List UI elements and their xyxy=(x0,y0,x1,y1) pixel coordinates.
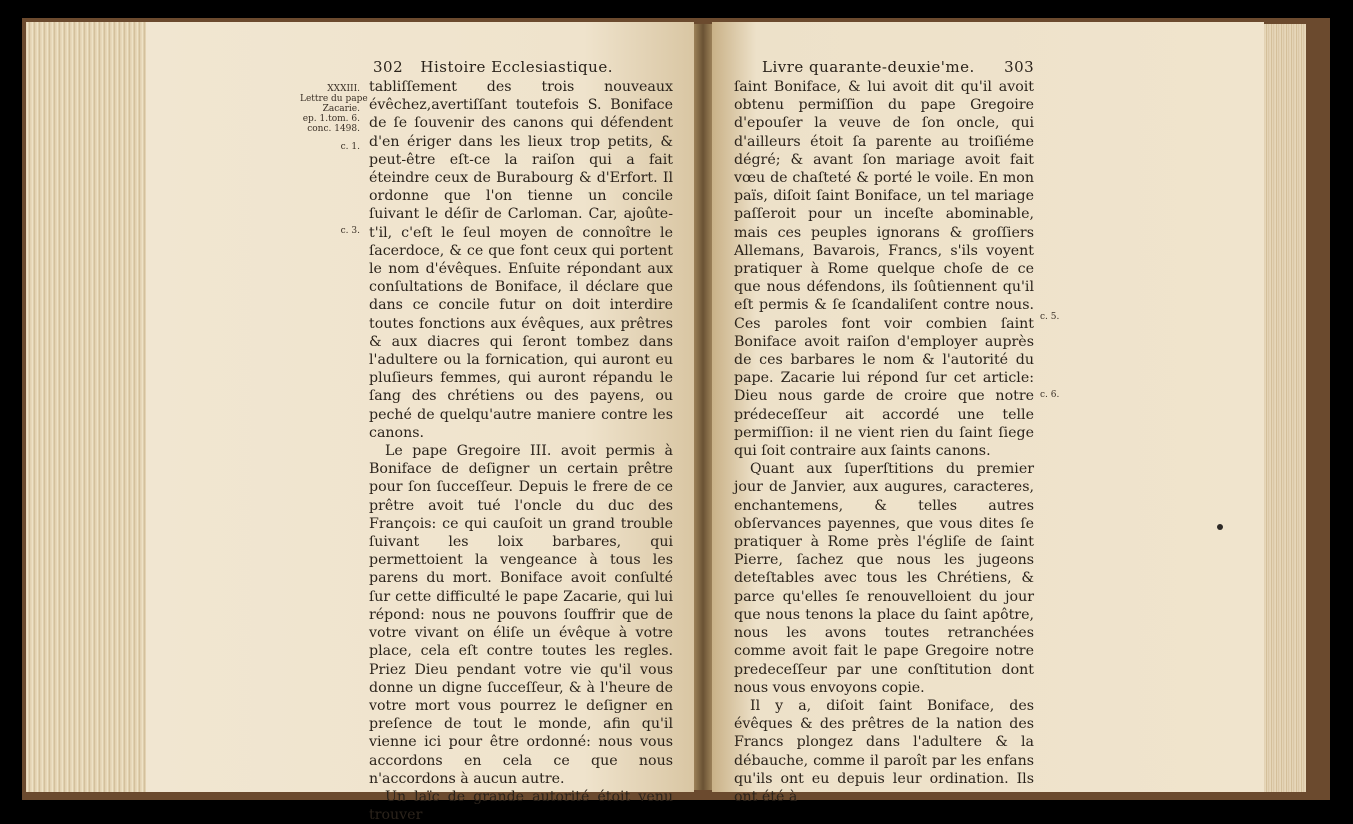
right-margin-note-1: c. 5. xyxy=(1040,312,1060,322)
right-running-title: Livre quarante-deuxie'me. xyxy=(762,58,975,76)
left-paragraph-2: Le pape Gregoire III. avoit permis à Boniface de deſigner un certain prêtre pour ſon ſucceſſeur. Depuis le frere de ce prêtre avoit tué l'oncle du duc des François: ce qui cauſoit un grand trouble ſuivant les loix barbares, qui permettoient la vengeance à tous les parens du mort. Boniface avoit conſulté ſur cette difficulté le pape Zacarie, qui lui répond: nous ne pouvons ſouffrir que de votre vivant on éliſe un évêque à votre place, cela eſt contre toutes les regles. Priez Dieu pendant votre vie qu'il vous donne un digne ſucceſſeur, & à l'heure de votre mort vous pourrez le deſigner en preſence de tout le monde, afin qu'il vienne ici pour être ordonné: nous vous accordons en cela ce que nous n'accordons à aucun autre. xyxy=(369,443,673,787)
margin-note-section: XXXIII. xyxy=(327,84,360,94)
right-page-header xyxy=(762,58,1034,76)
left-page-number: 302 xyxy=(373,58,404,76)
left-margin-note-3: c. 3. xyxy=(340,226,360,236)
left-margin-note-1 xyxy=(300,84,368,134)
left-page-edges xyxy=(26,22,148,792)
left-page-body xyxy=(369,78,673,824)
left-margin-note-2: c. 1. xyxy=(340,142,360,152)
margin-note-conc: conc. 1498. xyxy=(307,124,360,134)
margin-note-ref: ep. 1.tom. 6. xyxy=(302,114,360,124)
margin-note-title: Lettre du pape xyxy=(300,94,368,104)
margin-note-name: Zacarie. xyxy=(322,104,360,114)
ink-spot xyxy=(1217,524,1223,530)
right-page-body xyxy=(734,78,1034,805)
right-paragraph-3: Il y a, diſoit ſaint Boniface, des évêques & des prêtres de la nation des Francs plongez dans l'adultere & la débauche, comme il paroît par les enfans qu'ils ont eu depuis leur ordination. Ils ont été à xyxy=(734,697,1034,805)
right-margin-note-2: c. 6. xyxy=(1040,390,1060,400)
left-paragraph-1: tabliſſement des trois nouveaux évêchez,avertiſſant toutefois S. Boniface de ſe ſouvenir des canons qui défendent d'en ériger dans les lieux trop petits, & peut-être eſt-ce la raiſon qui a fait éteindre ceux de Burabourg & d'Erfort. Il ordonne que l'on tienne un concile ſuivant le déſir de Carloman. Car, ajoûte-t'il, c'eſt le ſeul moyen de connoître le ſacerdoce, & ce que font ceux qui portent le nom d'évêques. Enſuite répondant aux conſultations de Boniface, il déclare que dans ce concile futur on doit interdire toutes fonctions aux évêques, aux prêtres & aux diacres qui ſeront tombez dans l'adultere ou la fornication, qui auront eu pluſieurs femmes, qui auront répandu le ſang des chrétiens ou des payens, ou peché de quelqu'autre maniere contre les canons. xyxy=(369,79,673,441)
right-paragraph-1: ſaint Boniface, & lui avoit dit qu'il avoit obtenu permiſſion du pape Gregoire d'epouſer la veuve de ſon oncle, qui d'ailleurs étoit ſa parente au troiſiéme dégré; & avant ſon mariage avoit fait vœu de chaſteté & porté le voile. En mon païs, diſoit ſaint Boniface, un tel mariage paſſeroit pour un inceſte abominable, mais ces peuples ignorans & groſſiers Allemans, Bavarois, Francs, s'ils voyent pratiquer à Rome quelque choſe de ce que nous défendons, ils ſoûtiennent qu'il eſt permis & ſe ſcandaliſent contre nous. Ces paroles font voir combien ſaint Boniface avoit raiſon d'employer auprès de ces barbares le nom & l'autorité du pape. Zacarie lui répond ſur cet article: Dieu nous garde de croire que notre prédeceſſeur ait accordé une telle permiſſion: il ne vient rien du ſaint ſiege qui ſoit contraire aux ſaints canons. xyxy=(734,79,1034,460)
right-page-number: 303 xyxy=(1004,58,1035,76)
left-running-title: Histoire Ecclesiastique. xyxy=(420,58,613,76)
book-gutter xyxy=(694,24,712,790)
right-page-edges xyxy=(1262,24,1306,792)
right-paragraph-2: Quant aux ſuperſtitions du premier jour de Janvier, aux augures, caracteres, enchantemens, & telles autres obſervances payennes, que vous dites ſe pratiquer à Rome près l'égliſe de ſaint Pierre, ſachez que nous les jugeons deteſtables avec tous les Chrétiens, & parce qu'elles ſe renouvelloient du jour que nous tenons la place du ſaint apôtre, nous les avons toutes retranchées comme avoit fait le pape Gregoire notre predeceſſeur par une conſtitution dont nous vous envoyons copie. xyxy=(734,461,1034,696)
left-paragraph-3: Un laïc de grande autorité étoit venu trouver xyxy=(369,788,673,824)
left-page-header xyxy=(373,58,613,76)
